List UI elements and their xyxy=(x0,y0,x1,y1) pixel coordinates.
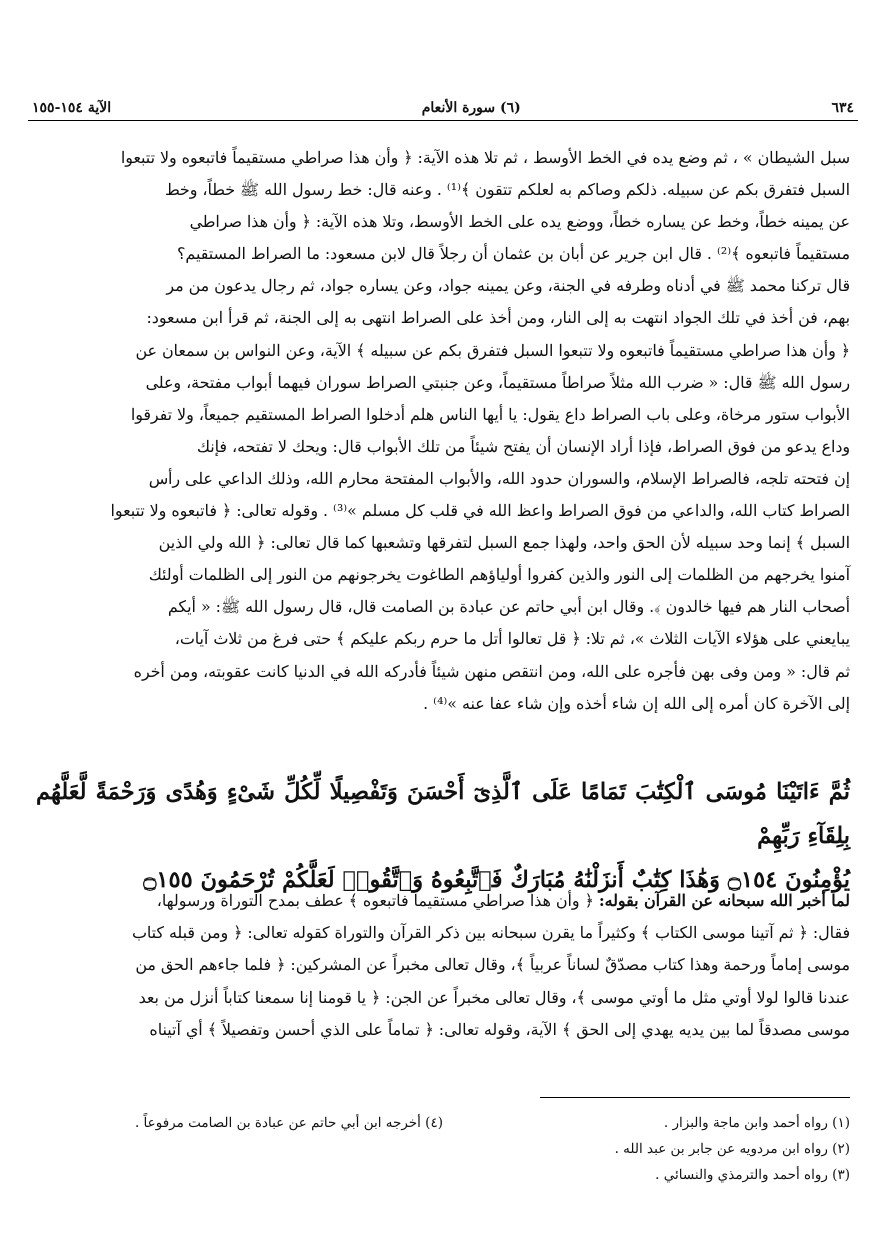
body-line: سبل الشيطان » ، ثم وضع يده في الخط الأوسط ، ثم تلا هذه الآية: ﴿ وأن هذا صراطي مستقيماً فاتبعوه ولا تتبعوا xyxy=(120,148,850,167)
commentary-line: ﴿ وأن هذا صراطي مستقيماً فاتبعوه ﴾ عطف بمدح التوراة ورسولها، xyxy=(156,891,599,910)
page-header xyxy=(32,92,854,116)
body-line: يبايعني على هؤلاء الآيات الثلاث »، ثم تلا: ﴿ قل تعالوا أتل ما حرم ربكم عليكم ﴾ حتى فرغ من ثلاث آيات، xyxy=(174,629,850,649)
tafsir-body xyxy=(36,142,850,720)
quran-verses xyxy=(36,770,850,902)
body-line: إن فتحته تلجه، فالصراط الإسلام، والسوران حدود الله، والأبواب المفتحة محارم الله، وذلك الداعي على رأس xyxy=(148,468,850,488)
page-number: ٦٣٤ xyxy=(831,100,854,116)
body-line: الصراط كتاب الله، والداعي من فوق الصراط واعظ الله في قلب كل مسلم »⁽³⁾ . وقوله تعالى: ﴿ فاتبعوه ولا تتبعوا xyxy=(110,501,850,521)
body-line: وداع يدعو من فوق الصراط، فإذا أراد الإنسان أن يفتح شيئاً من تلك الأبواب قال: ويحك لا تفتحه، فإنك xyxy=(196,436,850,456)
footnote-3: (٣) رواه أحمد والترمذي والنسائي . xyxy=(655,1167,850,1183)
body-line: السبل فتفرق بكم عن سبيله. ذلكم وصاكم به لعلكم تتقون ﴾⁽¹⁾ . وعنه قال: خط رسول الله ﷺ خطاً، وخط xyxy=(164,180,850,200)
surah-title: (٦) سورة الأنعام xyxy=(421,100,521,116)
body-line: الأبواب ستور مرخاة، وعلى باب الصراط داع يقول: يا أيها الناس هلم أدخلوا الصراط المستقيم جميعاً، ولا تفرقوا xyxy=(130,404,850,424)
body-line: قال تركنا محمد ﷺ في أدناه وطرفه في الجنة، وعن يمينه جواد، وعن يساره جواد، ثم رجال يدعون من مر xyxy=(166,276,850,296)
body-line: السبل ﴾ إنما وحد سبيله لأن الحق واحد، ولهذا جمع السبل لتفرقها وتشعبها كما قال تعالى: ﴿ الله ولي الذين xyxy=(158,533,850,553)
body-line: رسول الله ﷺ قال: « ضرب الله مثلاً صراطاً مستقيماً، وعن جنبتي الصراط سوران فيهما أبواب مفتحة، وعلى xyxy=(145,372,850,392)
header-divider xyxy=(28,120,858,121)
body-line: بهم، فن أخذ في تلك الجواد انتهت به إلى النار، ومن أخذ على الصراط انتهى به إلى الجنة، ثم قرأ ابن مسعود: xyxy=(146,308,850,328)
commentary-line: موسى إماماً ورحمة وهذا كتاب مصدّقٌ لساناً عربياً ﴾، وقال تعالى مخبراً عن المشركين: ﴿ فلما جاءهم الحق من xyxy=(135,955,850,975)
footnotes xyxy=(36,1110,850,1188)
body-line: مستقيماً فاتبعوه ﴾⁽²⁾ . قال ابن جرير عن أبان بن عثمان أن رجلاً قال لابن مسعود: ما الصراط المستقيم؟ xyxy=(177,244,850,264)
footnote-divider xyxy=(540,1097,850,1098)
commentary-lead: لما أخبر الله سبحانه عن القرآن بقوله: xyxy=(598,891,850,910)
commentary-line-first xyxy=(36,885,850,917)
body-line: عن يمينه خطاً، وخط عن يساره خطاً، ووضع يده على الخط الأوسط، وتلا هذه الآية: ﴿ وأن هذا صراطي xyxy=(189,212,850,232)
body-line: إلى الآخرة كان أمره إلى الله إن شاء أخذه وإن شاء عفا عنه »⁽⁴⁾ . xyxy=(423,693,850,713)
commentary-line: فقال: ﴿ ثم آتينا موسى الكتاب ﴾ وكثيراً ما يقرن سبحانه بين ذكر القرآن والتوراة كقوله تعالى: ﴿ ومن قبله كتاب xyxy=(131,923,850,943)
body-line: آمنوا يخرجهم من الظلمات إلى النور والذين كفروا أولياؤهم الطاغوت يخرجونهم من النور إلى الظلمات أولئك xyxy=(148,565,850,585)
footnote-2: (٢) رواه ابن مردويه عن جابر بن عبد الله . xyxy=(614,1141,850,1157)
body-line: ثم قال: « ومن وفى بهن فأجره على الله، ومن انتقص منهن شيئاً فأدركه الله في الدنيا كانت عقوبته، ومن أخره xyxy=(133,661,850,681)
body-line: ﴿ وأن هذا صراطي مستقيماً فاتبعوه ولا تتبعوا السبل فتفرق بكم عن سبيله ﴾ الآية، وعن النواس بن سمعان عن xyxy=(135,340,850,360)
footnote-row xyxy=(36,1110,850,1136)
footnote-1: (١) رواه أحمد وابن ماجة والبزار . xyxy=(663,1115,850,1131)
verse-line: ثُمَّ ءَاتَيْنَا مُوسَى ٱلْكِتَٰبَ تَمَامًا عَلَى ٱلَّذِىٓ أَحْسَنَ وَتَفْصِيلًا لِّكُلِّ شَىْءٍ وَهُدًى وَرَحْمَةً لَّعَلَّهُم بِلِقَآءِ رَبِّهِمْ xyxy=(36,779,850,849)
commentary-line: موسى مصدقاً لما بين يديه يهدي إلى الحق ﴾ الآية، وقوله تعالى: ﴿ تماماً على الذي أحسن وتفصيلاً ﴾ أي آتيناه xyxy=(149,1019,850,1039)
verse-range: الآية ١٥٤-١٥٥ xyxy=(32,100,112,116)
footnote-4: (٤) أخرجه ابن أبي حاتم عن عبادة بن الصامت مرفوعاً . xyxy=(134,1115,443,1131)
body-line: أصحاب النار هم فيها خالدون ﴾. وقال ابن أبي حاتم عن عبادة بن الصامت قال، قال رسول الله ﷺ: « أيكم xyxy=(167,597,850,617)
verse-line: يُؤْمِنُونَ ۝١٥٤ وَهَٰذَا كِتَٰبٌ أَنزَلْنَٰهُ مُبَارَكٌ فَٱتَّبِعُوهُ وَٱتَّقُوا۟ لَعَلَّكُمْ تُرْحَمُونَ ۝١٥٥ xyxy=(143,867,850,893)
commentary-line: عندنا قالوا لولا أوتي مثل ما أوتي موسى ﴾، وقال تعالى مخبراً عن الجن: ﴿ يا قومنا إنا سمعنا كتاباً أنزل من بعد xyxy=(138,987,850,1007)
commentary xyxy=(36,885,850,1046)
